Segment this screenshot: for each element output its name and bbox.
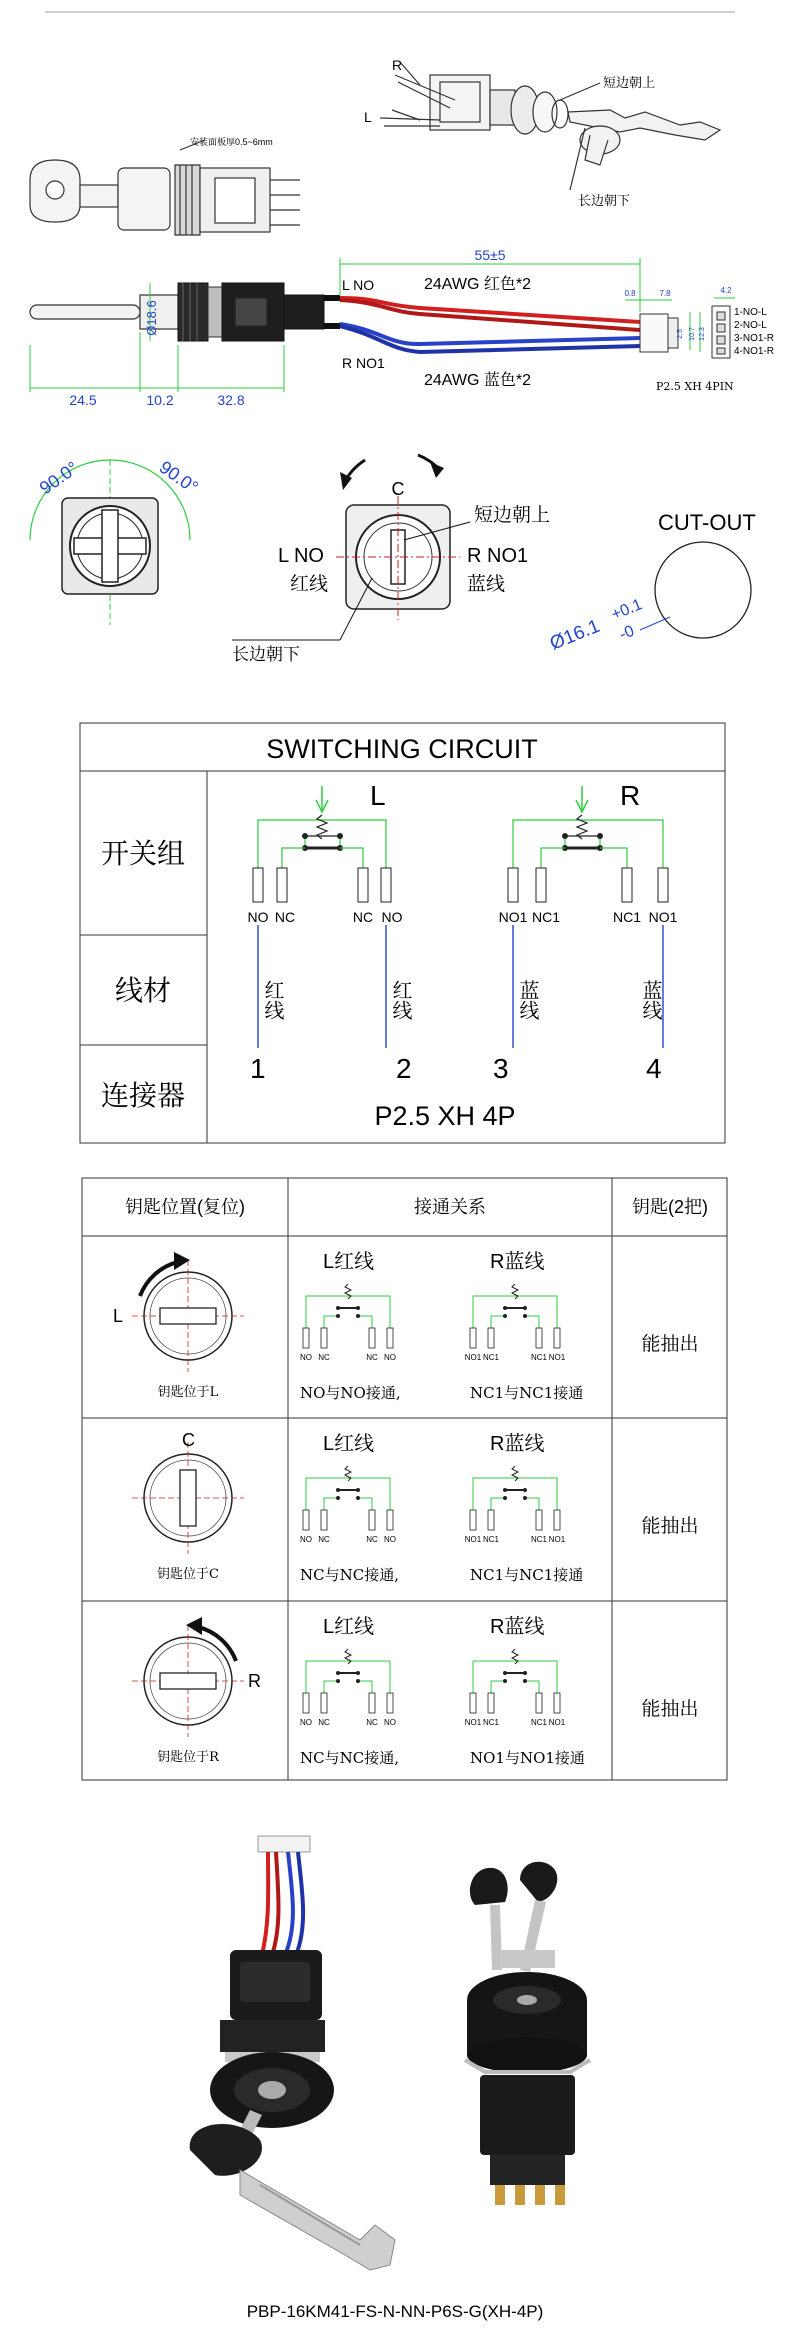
dim-0-8: 0.8: [624, 289, 636, 298]
pin-1: 1-NO-L: [734, 307, 767, 318]
position-letter: R: [248, 1671, 261, 1691]
product-photo-wired: [190, 1836, 395, 2270]
front-l-no: L NO: [278, 545, 324, 567]
right-contact-label: NC1: [482, 1353, 500, 1362]
pin-3: 3-NO1-R: [734, 333, 775, 344]
cutout-tol-minus: -0: [617, 622, 637, 644]
pin-number-4: 4: [646, 1053, 662, 1084]
angle-left: 90.0°: [35, 457, 82, 499]
top-rule: [0, 0, 790, 20]
front-views: [0, 440, 790, 690]
right-circuit-title: R蓝线: [490, 1433, 545, 1455]
mini-circuit-left: [300, 1649, 396, 1727]
iso-label-r: R: [392, 57, 403, 73]
wire-label-4: 蓝线: [639, 980, 661, 1020]
position-caption: 钥匙位于R: [157, 1750, 219, 1765]
left-circuit-title: L红线: [323, 1251, 375, 1273]
switching-circuit-table: [0, 715, 790, 1145]
key-status: 能抽出: [641, 1515, 699, 1537]
circuit-group-l-title: L: [370, 780, 386, 811]
position-rows: [113, 1250, 699, 1767]
left-contact-label: NC: [366, 1718, 378, 1727]
cutout-tol-plus: +0.1: [609, 596, 645, 624]
right-contact-label: NO1: [464, 1535, 482, 1544]
left-contact-label: NC: [318, 1718, 330, 1727]
dim-24-5: 24.5: [69, 392, 97, 408]
row-label-switch: 开关组: [100, 838, 186, 869]
left-connection-note: NO与NO接通,: [300, 1384, 401, 1402]
mini-circuit-right: [465, 1284, 566, 1362]
right-connection-note: NO1与NO1接通: [470, 1749, 585, 1767]
left-contact-label: NC: [366, 1535, 378, 1544]
front-red-wire: 红线: [290, 574, 329, 595]
front-blue-wire: 蓝线: [467, 574, 506, 595]
dim-32-8: 32.8: [217, 392, 245, 408]
front-r-no1: R NO1: [467, 545, 529, 567]
dim-2-5: 2.5: [677, 329, 684, 339]
iso-label-l: L: [364, 109, 372, 125]
top-view-switch: [30, 140, 300, 235]
iso-switch-view: [380, 62, 720, 190]
contact-r-2: NC1: [531, 909, 561, 925]
product-caption: PBP-16KM41-FS-N-NN-P6S-G(XH-4P): [246, 2302, 544, 2321]
mini-circuit-right: [465, 1466, 566, 1544]
product-photo-pcb: [465, 1862, 590, 2205]
cutout-diameter: Ø16.1: [547, 615, 603, 655]
dim-7-8: 7.8: [659, 289, 671, 298]
circuit-title: SWITCHING CIRCUIT: [266, 734, 538, 764]
dimension-lines: [30, 258, 735, 392]
pin-number-1: 1: [250, 1053, 266, 1084]
contact-l-2: NC: [274, 909, 296, 925]
dim-4-2: 4.2: [720, 286, 732, 295]
contact-l-4: NO: [381, 909, 403, 925]
mini-circuit-left: [300, 1466, 396, 1544]
right-circuit-title: R蓝线: [490, 1251, 545, 1273]
header-key-position: 钥匙位置(复位): [125, 1197, 245, 1217]
position-caption: 钥匙位于C: [157, 1567, 219, 1582]
right-contact-label: NC1: [530, 1718, 548, 1727]
position-row: [132, 1617, 244, 1737]
front-c-label: C: [391, 479, 405, 499]
left-contact-label: NO: [384, 1718, 396, 1727]
wire-spec-red: 24AWG 红色*2: [424, 276, 531, 293]
contact-r-4: NO1: [648, 909, 678, 925]
left-contact-label: NO: [384, 1535, 396, 1544]
row-label-wire: 线材: [114, 975, 172, 1006]
right-contact-label: NC1: [482, 1718, 500, 1727]
contact-r-3: NC1: [612, 909, 642, 925]
left-circuit-title: L红线: [323, 1433, 375, 1455]
right-circuit-title: R蓝线: [490, 1616, 545, 1638]
contact-r-1: NO1: [498, 909, 528, 925]
wire-spec-blue: 24AWG 蓝色*2: [424, 372, 531, 389]
circuit-group-r-title: R: [620, 780, 641, 811]
position-row: [132, 1442, 244, 1554]
pin-list: [734, 307, 774, 357]
pin-4: 4-NO1-R: [734, 346, 775, 357]
right-contact-label: NO1: [464, 1718, 482, 1727]
dim-10-7: 10.7: [689, 327, 696, 341]
xh-connector: [640, 306, 730, 358]
left-contact-label: NO: [300, 1718, 312, 1727]
left-circuit-title: L红线: [323, 1616, 375, 1638]
left-contact-label: NC: [318, 1353, 330, 1362]
position-caption: 钥匙位于L: [157, 1385, 219, 1400]
position-letter: L: [113, 1306, 124, 1326]
side-view-switch: [30, 283, 340, 341]
position-letter: C: [182, 1430, 195, 1450]
right-contact-label: NO1: [464, 1353, 482, 1362]
mini-circuit-right: [465, 1649, 566, 1727]
dim-55: 55±5: [474, 247, 506, 263]
mini-circuit-left: [300, 1284, 396, 1362]
lead-wires: [340, 298, 640, 352]
angle-right: 90.0°: [155, 456, 202, 498]
left-connection-note: NC与NC接通,: [300, 1566, 399, 1584]
front-short-side-up: 短边朝上: [474, 505, 551, 526]
wire-label-r-no1: R NO1: [342, 355, 385, 371]
header-keys: 钥匙(2把): [632, 1197, 708, 1217]
dim-12-3: 12.3: [699, 327, 706, 341]
wire-label-3: 蓝线: [516, 980, 538, 1020]
short-side-up-note: 短边朝上: [603, 75, 656, 90]
right-connection-note: NC1与NC1接通: [470, 1566, 584, 1584]
connector-label: P2.5 XH 4P: [374, 1101, 516, 1131]
wire-label-2: 红线: [389, 980, 411, 1020]
right-contact-label: NO1: [548, 1718, 566, 1727]
right-contact-label: NO1: [548, 1535, 566, 1544]
left-contact-label: NO: [300, 1535, 312, 1544]
right-contact-label: NC1: [530, 1535, 548, 1544]
contact-l-1: NO: [247, 909, 269, 925]
right-contact-label: NO1: [548, 1353, 566, 1362]
contact-l-3: NC: [352, 909, 374, 925]
position-table-header: [125, 1197, 708, 1217]
dim-10-2: 10.2: [146, 392, 174, 408]
front-long-side-down: 长边朝下: [232, 645, 300, 664]
dim-diameter: Ø18.6: [144, 300, 159, 336]
left-contact-label: NC: [366, 1353, 378, 1362]
row-label-connector: 连接器: [100, 1080, 186, 1111]
product-photos: [0, 1815, 790, 2330]
technical-drawing: [0, 20, 790, 440]
right-connection-note: NC1与NC1接通: [470, 1384, 584, 1402]
front-switch-view: [232, 455, 470, 640]
panel-thickness-note: 安装面板厚0.5~6mm: [190, 137, 273, 147]
right-contact-label: NC1: [482, 1535, 500, 1544]
pin-numbers: [250, 1053, 662, 1084]
pin-number-3: 3: [493, 1053, 509, 1084]
key-position-table: [0, 1170, 790, 1785]
long-side-down-note: 长边朝下: [578, 193, 631, 208]
left-contact-label: NO: [300, 1353, 312, 1362]
pin-number-2: 2: [396, 1053, 412, 1084]
left-contact-label: NC: [318, 1535, 330, 1544]
cutout-title: CUT-OUT: [658, 510, 756, 535]
cutout-view: [640, 542, 751, 638]
left-connection-note: NC与NC接通,: [300, 1749, 399, 1767]
pin-2: 2-NO-L: [734, 320, 767, 331]
wire-label-1: 红线: [261, 980, 283, 1020]
wire-labels: [261, 980, 662, 1021]
wire-label-l-no: L NO: [342, 277, 375, 293]
key-status: 能抽出: [641, 1333, 699, 1355]
left-contact-label: NO: [384, 1353, 396, 1362]
header-connection: 接通关系: [414, 1197, 486, 1217]
key-status: 能抽出: [641, 1698, 699, 1720]
connector-spec: P2.5 XH 4PIN: [656, 380, 734, 393]
right-contact-label: NC1: [530, 1353, 548, 1362]
position-row: [132, 1252, 244, 1372]
